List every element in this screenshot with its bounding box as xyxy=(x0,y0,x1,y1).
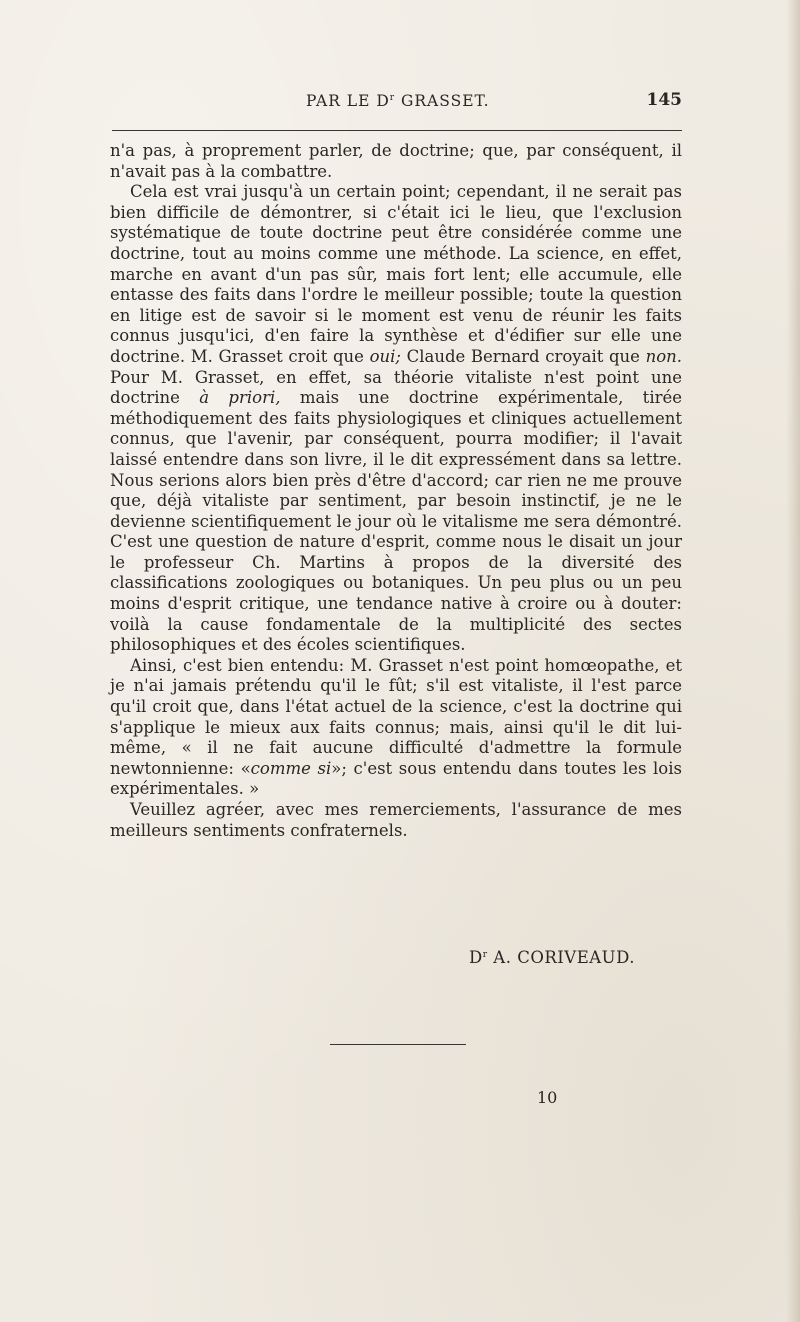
paragraph-1: n'a pas, à proprement parler, de doctrine; que, par conséquent, il n'avait pas à la combattre. xyxy=(110,141,682,181)
running-head-suffix: GRASSET. xyxy=(395,92,490,110)
emphasis-non: non. xyxy=(645,346,682,366)
page-edge-shadow xyxy=(786,0,800,1322)
paragraph-2-part-b: Claude Bernard croyait que xyxy=(400,346,646,366)
signature-prefix: D xyxy=(469,948,483,967)
signature-name: A. CORIVEAUD. xyxy=(487,948,635,967)
paragraph-2-part-d: mais une doctrine expérimentale, tirée méthodiquement des faits physiologiques et cliniques actuellement connus, que l'avenir, par conséquent, pourra modifier; il l'avait laissé entendre dans son livre, il le dit expressément dans sa lettre. Nous serions alors bien près d'être d'accord; car rien ne me prouve que, déjà vitaliste par sentiment, par besoin instinctif, je ne le devienne scientifiquement le jour où le vitalisme me sera démontré. C'est une question de nature d'esprit, comme nous le disait un jour le professeur Ch. Martins à propos de la diversité des classifications zoologiques ou botaniques. Un peu plus ou un peu moins d'esprit critique, une tendance native à croire ou à douter: voilà la cause fondamentale de la multiplicité des sectes philosophiques et des écoles scientifiques. xyxy=(110,388,683,655)
header-rule xyxy=(112,130,682,131)
paragraph-3 xyxy=(110,656,682,800)
paragraph-2-part-c: Pour M. Grasset, en effet, sa théorie vitaliste n'est point une doctrine xyxy=(110,367,682,408)
paragraph-2-part-a: Cela est vrai jusqu'à un certain point; cependant, il ne serait pas bien difficile de démontrer, si c'était ici le lieu, que l'exclusion systématique de toute doctrine peut être considérée comme une doctrine, tout au moins comme une méthode. La science, en effet, marche en avant d'un pas sûr, mais fort lent; elle accumule, elle entasse des faits dans l'ordre le meilleur possible; toute la question en litige est de savoir si le moment est venu de réunir les faits connus jusqu'ici, d'en faire la synthèse et d'édifier sur elle une doctrine. M. Grasset croit que xyxy=(110,182,682,366)
running-head-sup: r xyxy=(389,93,396,103)
paragraph-3-part-b: »; c'est sous entendu dans toutes les lois expérimentales. » xyxy=(110,758,682,799)
end-rule xyxy=(330,1044,466,1045)
signature-sup: r xyxy=(482,950,488,960)
running-head-prefix: PAR LE D xyxy=(306,92,390,110)
emphasis-oui: oui; xyxy=(369,346,401,366)
page-number: 145 xyxy=(646,90,682,110)
emphasis-comme-si: comme si xyxy=(250,758,332,778)
signature xyxy=(469,948,635,967)
signature-mark: 10 xyxy=(537,1088,558,1107)
emphasis-a-priori: à priori, xyxy=(199,388,281,408)
page-header xyxy=(110,92,682,120)
body-text xyxy=(110,141,682,841)
running-head xyxy=(306,92,490,110)
paragraph-4: Veuillez agréer, avec mes remerciements, l'assurance de mes meilleurs sentiments confraternels. xyxy=(110,800,682,840)
paragraph-3-part-a: Ainsi, c'est bien entendu: M. Grasset n'est point homœopathe, et je n'ai jamais prétendu qu'il le fût; s'il est vitaliste, il l'est parce qu'il croit que, dans l'état actuel de la science, c'est la doctrine qui s'applique le mieux aux faits connus; mais, ainsi qu'il le dit lui-même, « il ne fait aucune difficulté d'admettre la formule newtonnienne: « xyxy=(110,655,682,778)
paragraph-2 xyxy=(110,182,682,656)
